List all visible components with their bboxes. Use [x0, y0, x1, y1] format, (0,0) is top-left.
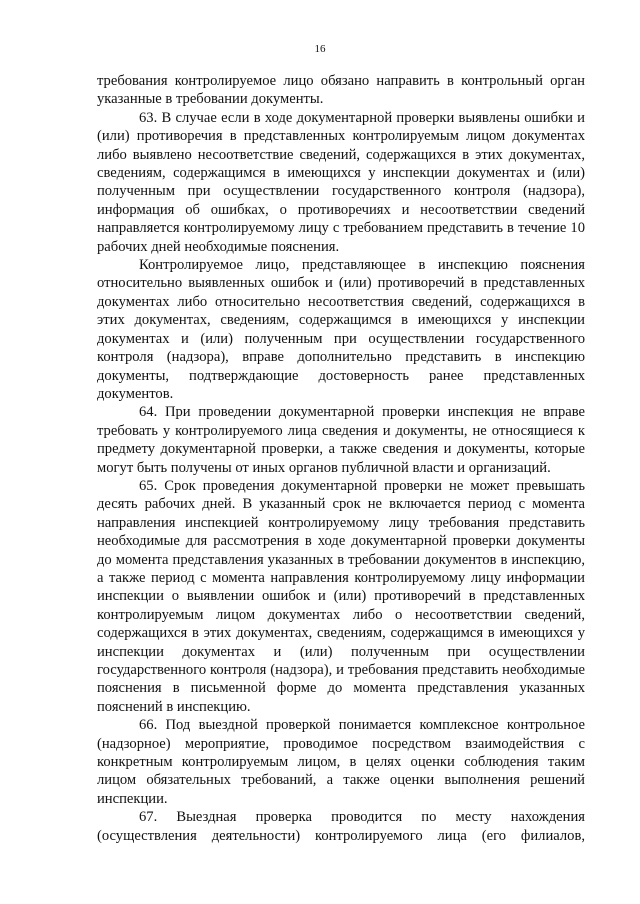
paragraph-continuation: требования контролируемое лицо обязано направить в контрольный орган указанные в требовании документы.	[97, 73, 585, 108]
document-body	[97, 72, 585, 845]
paragraph-63-explanations: Контролируемое лицо, представляющее в инспекцию пояснения относительно выявленных ошибок и (или) противоречий в представленных документах либо относительно несоответствия сведений, содержащихся в этих документах, сведениям, содержащимся в имеющихся у инспекции документах и (или) полученным при осуществлении государственного контроля (надзора), вправе дополнительно представить в инспекцию документы, подтверждающие достоверность ранее представленных документов.	[97, 257, 585, 402]
paragraph-66: 66. Под выездной проверкой понимается комплексное контрольное (надзорное) мероприятие, проводимое посредством взаимодействия с конкретным контролируемым лицом, в целях оценки соблюдения таким лицом обязательных требований, а также оценки выполнения решений инспекции.	[97, 717, 585, 807]
paragraph-67: 67. Выездная проверка проводится по месту нахождения (осуществления деятельности) контролируемого лица (его филиалов,	[97, 809, 585, 844]
paragraph-65: 65. Срок проведения документарной проверки не может превышать десять рабочих дней. В указанный срок не включается период с момента направления инспекцией контролируемому лицу требования представить необходимые для рассмотрения в ходе документарной проверки документы до момента представления указанных в требовании документов в инспекцию, а также период с момента направления контролируемому лицу информации инспекции о выявлении ошибок и (или) противоречий в представленных контролируемым лицом документах либо о несоответствии сведений, содержащихся в этих документах, сведениям, содержащимся в имеющихся у инспекции документах и (или) полученным при осуществлении государственного контроля (надзора), и требования представить необходимые пояснения в письменной форме до момента представления указанных пояснений в инспекцию.	[97, 477, 585, 715]
paragraph-63: 63. В случае если в ходе документарной проверки выявлены ошибки и (или) противоречия в представленных контролируемым лицом документах либо выявлено несоответствие сведений, содержащихся в этих документах, сведениям, содержащимся в имеющихся у инспекции документах и (или) полученным при осуществлении государственного контроля (надзора), информация об ошибках, о противоречиях и несоответствии сведений направляется контролируемому лицу с требованием представить в течение 10 рабочих дней необходимые пояснения.	[97, 109, 585, 255]
page-number: 16	[314, 43, 326, 55]
paragraph-64: 64. При проведении документарной проверки инспекция не вправе требовать у контролируемого лица сведения и документы, не относящиеся к предмету документарной проверки, а также сведения и документы, которые могут быть получены от иных органов публичной власти и организаций.	[97, 404, 585, 476]
